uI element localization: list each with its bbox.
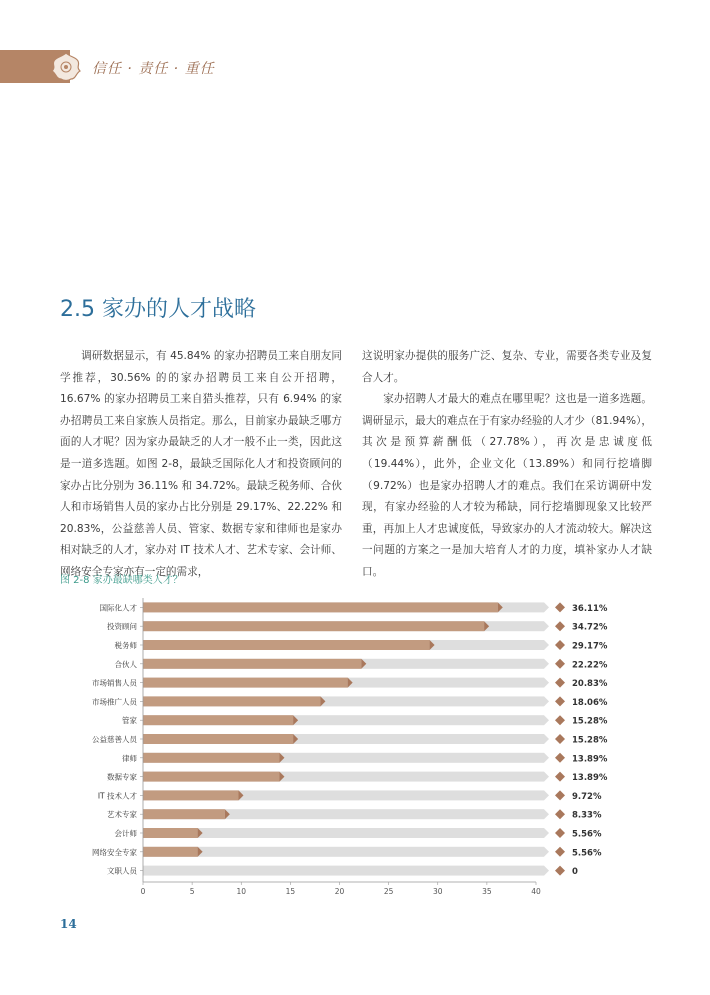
- x-tick-label: 10: [236, 887, 247, 896]
- body-column-left: [60, 346, 342, 584]
- category-label: 税务师: [114, 641, 137, 650]
- category-label: 管家: [122, 716, 137, 726]
- x-tick-label: 30: [432, 887, 443, 896]
- bar: [143, 809, 225, 819]
- bar-track-tip: [544, 828, 549, 838]
- value-label: 18.06%: [572, 697, 608, 708]
- bar: [143, 621, 484, 631]
- value-label: 5.56%: [572, 829, 602, 840]
- bar: [143, 678, 348, 688]
- bar-track-tip: [544, 621, 549, 631]
- section-title: 2.5 家办的人才战略: [60, 297, 256, 322]
- value-marker-icon: [555, 734, 565, 744]
- category-label: 会计师: [114, 829, 137, 838]
- category-label: 公益慈善人员: [92, 735, 137, 744]
- bar-track-tip: [544, 847, 549, 857]
- bar: [143, 602, 498, 612]
- bar-track-tip: [544, 715, 549, 725]
- bar-track-tip: [544, 809, 549, 819]
- bar-track-tip: [544, 678, 549, 688]
- bar-track-tip: [544, 696, 549, 706]
- bar-track-tip: [544, 753, 549, 763]
- category-label: 国际化人才: [99, 603, 137, 613]
- category-label: 合伙人: [114, 659, 137, 669]
- value-label: 34.72%: [572, 622, 608, 633]
- value-marker-icon: [555, 866, 565, 876]
- value-label: 13.89%: [572, 773, 608, 784]
- paragraph: 家办招聘人才最大的难点在哪里呢？这也是一道多选题。调研显示，最大的难点在于有家办经验的人才少（81.94%），其次是预算薪酬低（27.78%），再次是忠诚度低（19.44%），此外，企业文化（13.89%）和同行挖墙脚（9.72%）也是家办招聘人才的难点。我们在采访调研中发现，有家办经验的人才较为稀缺，同行挖墙脚现象又比较严重，再加上人才忠诚度低，导致家办的人才流动较大。解决这一问题的方案之一是加大培育人才的力度，填补家办人才缺口。: [362, 393, 652, 578]
- bar-track: [143, 828, 544, 838]
- bar-track: [143, 847, 544, 857]
- bar: [143, 696, 320, 706]
- value-marker-icon: [555, 847, 565, 857]
- header-tagline: 信任 · 责任 · 重任: [92, 61, 215, 77]
- value-label: 20.83%: [572, 679, 608, 690]
- value-marker-icon: [555, 772, 565, 782]
- x-tick-label: 20: [334, 887, 345, 896]
- x-tick-label: 40: [531, 887, 541, 896]
- paragraph: 调研数据显示，有 45.84% 的家办招聘员工来自朋友同学推荐，30.56% 的的家办招聘员工来自公开招聘，16.67% 的家办招聘员工来自猎头推荐，只有 6.94% 的家办招聘员工来自家族人员指定。那么，目前家办最缺乏哪方面的人才呢？因为家办最缺乏的人才一般不止一类，因此这是一道多选题。如图 2-8，最缺乏国际化人才和投资顾问的家办占比分别为 36.11% 和 34.72%。最缺乏税务师、合伙人和市场销售人员的家办占比分别是 29.17%、22.22% 和 20.83%，公益慈善人员、管家、数据专家和律师也是家办相对缺乏的人才，家办对 IT 技术人才、艺术专家、会计师、网络安全专家亦有一定的需求，: [60, 350, 342, 578]
- bar-track-tip: [544, 790, 549, 800]
- category-label: 市场销售人员: [92, 678, 137, 688]
- category-label: 投资顾问: [107, 622, 137, 632]
- x-tick-label: 5: [189, 887, 195, 896]
- bar: [143, 753, 279, 763]
- value-marker-icon: [555, 809, 565, 819]
- bar-track-tip: [544, 772, 549, 782]
- value-label: 9.72%: [572, 791, 602, 802]
- bar: [143, 734, 293, 744]
- value-label: 36.11%: [572, 603, 608, 614]
- value-marker-icon: [555, 621, 565, 631]
- bar-track-tip: [544, 659, 549, 669]
- value-marker-icon: [555, 696, 565, 706]
- category-label: 市场推广人员: [92, 697, 137, 707]
- value-label: 29.17%: [572, 641, 608, 652]
- bar-track: [143, 866, 544, 876]
- value-marker-icon: [555, 640, 565, 650]
- value-label: 15.28%: [572, 716, 608, 727]
- figure-caption: 图 2-8 家办最缺哪类人才？: [60, 575, 183, 586]
- bar-chart: [0, 590, 710, 900]
- bar-track-tip: [544, 602, 549, 612]
- category-label: 文职人员: [107, 866, 137, 876]
- category-label: 律师: [122, 753, 137, 763]
- bar: [143, 847, 198, 857]
- bar: [143, 828, 198, 838]
- value-marker-icon: [555, 678, 565, 688]
- category-label: IT 技术人才: [97, 791, 137, 801]
- value-label: 5.56%: [572, 848, 602, 859]
- x-tick-label: 0: [140, 887, 146, 896]
- value-label: 13.89%: [572, 754, 608, 765]
- bar-track-tip: [544, 640, 549, 650]
- value-marker-icon: [555, 602, 565, 612]
- page-number: 14: [60, 917, 77, 931]
- bar: [143, 715, 293, 725]
- value-marker-icon: [555, 753, 565, 763]
- value-marker-icon: [555, 790, 565, 800]
- x-tick-label: 25: [383, 887, 394, 896]
- category-label: 网络安全专家: [92, 847, 137, 857]
- paragraph: 这说明家办提供的服务广泛、复杂、专业，需要各类专业及复合人才。: [362, 350, 652, 384]
- bar-track-tip: [544, 866, 549, 876]
- category-label: 数据专家: [107, 772, 137, 782]
- bar: [143, 790, 238, 800]
- value-marker-icon: [555, 828, 565, 838]
- bar: [143, 640, 430, 650]
- x-tick-label: 35: [482, 887, 492, 896]
- value-label: 8.33%: [572, 810, 602, 821]
- x-tick-label: 15: [285, 887, 296, 896]
- bar: [143, 659, 361, 669]
- value-label: 0: [572, 867, 578, 878]
- value-label: 15.28%: [572, 735, 608, 746]
- bar-track-tip: [544, 734, 549, 744]
- value-label: 22.22%: [572, 660, 608, 671]
- body-column-right: [362, 346, 652, 584]
- emblem-icon: [51, 52, 81, 82]
- bar: [143, 772, 279, 782]
- value-marker-icon: [555, 715, 565, 725]
- category-label: 艺术专家: [107, 810, 137, 820]
- value-marker-icon: [555, 659, 565, 669]
